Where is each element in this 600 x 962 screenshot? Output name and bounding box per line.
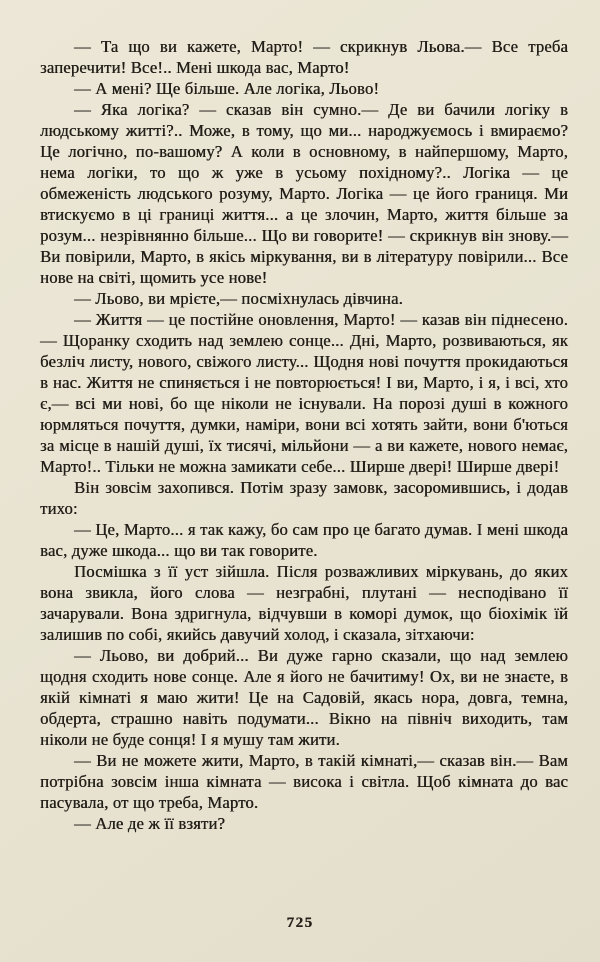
paragraph: — Льово, ви мрієте,— посміхнулась дівчина. (74, 289, 403, 308)
paragraph: — А мені? Ще більше. Але логіка, Льово! (74, 79, 380, 98)
paragraph: Посмішка з її уст зійшла. Після розважливих міркувань, до яких вона звикла, його слова — незграбні, плутані — несподівано її зачарували. Вона здригнула, відчувши в коморі думок, що біохімік їй залишив по собі, якийсь давучий холод, і сказала, зітхаючи: (40, 562, 568, 644)
paragraph: — Льово, ви добрий... Ви дуже гарно сказали, що над землею щодня сходить нове сонце. Але я його не бачитиму! Ох, ви не знаєте, в якій кімнаті я маю жити! Це на Садовій, якась нора, довга, темна, обдерта, страшно навіть подумати... Вікно на північ виходить, там ніколи не буде сонця! І я мушу там жити. (40, 646, 568, 749)
paragraph: — Ви не можете жити, Марто, в такій кімнаті,— сказав він.— Вам потрібна зовсім інша кімната — висока і світла. Щоб кімната до вас пасувала, от що треба, Марто. (40, 751, 568, 812)
paragraph: — Яка логіка? — сказав він сумно.— Де ви бачили логіку в людському житті?.. Може, в тому, що ми... народжуємось і вмираємо? Це логічно, по-вашому? А коли в основному, в найпершому, Марто, нема логіки, то що ж уже в усьому похідному?.. Логіка — це обмеженість людського розуму, Марто. Логіка — це його границя. Ми втискуємо в ці границі життя... а це злочин, Марто, життя більше за розум... незрівнянно більше... Що ви говорите! — скрикнув він знову.— Ви повірили, Марто, в якісь міркування, ви в літературу повірили... Все нове на світі, щомить усе нове! (40, 100, 568, 287)
paragraph: — Та що ви кажете, Марто! — скрикнув Льова.— Все треба заперечити! Все!.. Мені шкода вас, Марто! (40, 37, 568, 77)
paragraph: Він зовсім захопився. Потім зразу замовк, засоромившись, і додав тихо: (40, 478, 568, 518)
paragraph: — Це, Марто... я так кажу, бо сам про це багато думав. І мені шкода вас, дуже шкода... що ви так говорите. (40, 520, 568, 560)
page-number: 725 (286, 915, 314, 931)
paragraph: — Життя — це постійне оновлення, Марто! — казав він піднесено.— Щоранку сходить над землею сонце... Дні, Марто, розвиваються, як безліч листу, нового, свіжого листу... Щодня нові почуття прокидаються в нас. Життя не спиняється і не повторюється! І ви, Марто, і я, і всі, хто є,— всі ми нові, бо ще ніколи не існували. На порозі душі в кожного юрмляться почуття, думки, наміри, вони всі хотять зайти, вони б'ються за місце в нашій душі, їх тисячі, мільйони — а ви кажете, нового немає, Марто!.. Тільки не можна замикати себе... Ширше двері! Ширше двері! (40, 310, 568, 476)
paragraph: — Але де ж її взяти? (74, 814, 225, 833)
page-text (40, 36, 568, 834)
